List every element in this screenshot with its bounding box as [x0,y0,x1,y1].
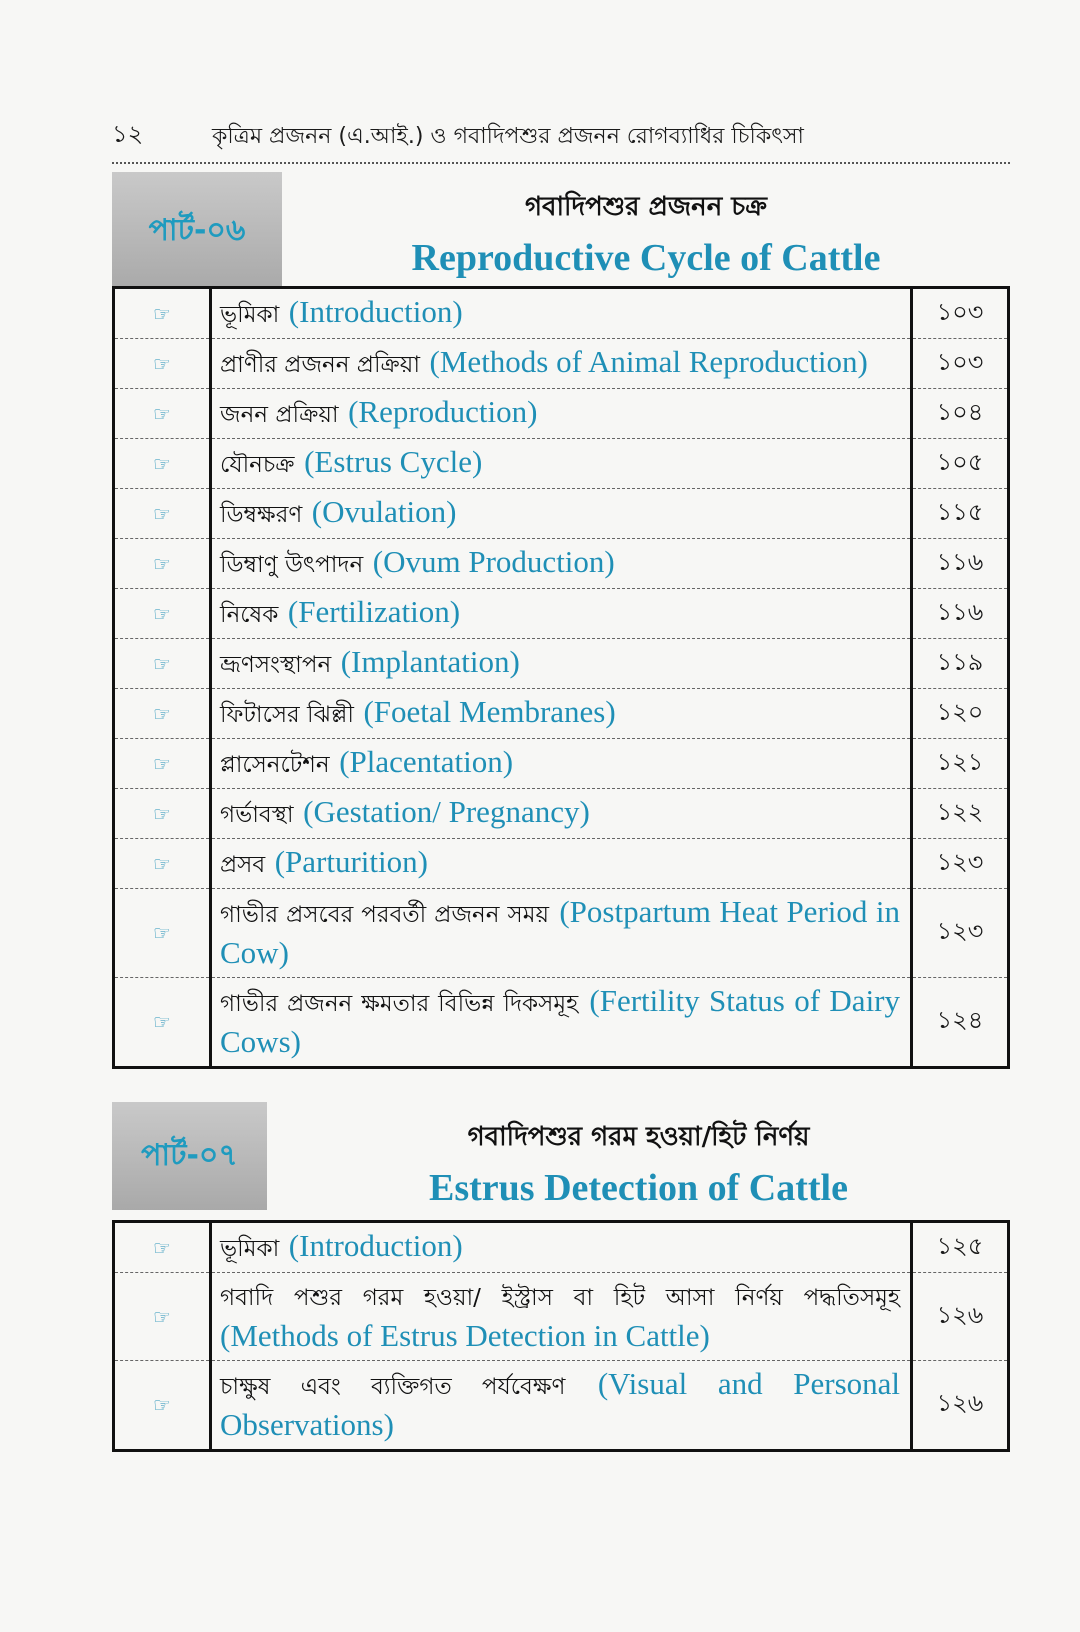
toc-row [114,439,1009,489]
pointing-hand-icon [114,288,211,339]
toc-row [114,689,1009,739]
toc-row [114,1273,1009,1361]
toc-entry-bengali: গাভীর প্রজনন ক্ষমতার বিভিন্ন দিকসমূহ [220,991,579,1017]
toc-entry-text [211,589,912,639]
toc-entry-english: (Methods of Estrus Detection in Cattle) [220,1318,710,1353]
toc-entry-english: (Methods of Animal Reproduction) [429,344,868,379]
running-header [112,118,1010,164]
pointing-hand-glyph: ☞ [153,751,171,776]
toc-entry-english: (Visual and Personal Observations) [220,1366,901,1442]
toc-page-number: ১১৬ [912,539,1009,589]
toc-entry-bengali: যৌনচক্র [220,452,295,478]
pointing-hand-icon [114,739,211,789]
toc-entry-bengali: প্লাসেনটেশন [220,752,330,778]
pointing-hand-glyph: ☞ [153,921,171,945]
toc-page-number: ১২১ [912,739,1009,789]
toc-entry-text [211,889,912,978]
toc-page-number: ১০৩ [912,288,1009,339]
toc-entry-english: (Introduction) [288,294,463,329]
toc-entry-text [211,1273,912,1361]
toc-entry-text [211,639,912,689]
page-number: ১২ [112,120,144,148]
toc-page-number: ১২৬ [912,1361,1009,1451]
toc-entry-text [211,689,912,739]
toc-entry-bengali: ডিম্বাণু উৎপাদন [220,552,364,578]
pointing-hand-glyph: ☞ [153,851,171,876]
toc-page-number: ১২৬ [912,1273,1009,1361]
part-06-tab [112,172,282,290]
pointing-hand-glyph: ☞ [153,601,171,626]
toc-entry-text [211,739,912,789]
toc-entry-bengali: গবাদি পশুর গরম হওয়া/ ইস্ট্রাস বা হিট আসা নির্ণয় পদ্ধতিসমূহ [220,1285,900,1311]
pointing-hand-icon [114,439,211,489]
toc-entry-bengali: প্রাণীর প্রজনন প্রক্রিয়া [220,352,420,378]
pointing-hand-icon [114,789,211,839]
pointing-hand-glyph: ☞ [153,1010,171,1034]
pointing-hand-icon [114,1361,211,1451]
toc-entry-text [211,1222,912,1273]
toc-entry-bengali: চাক্ষুষ এবং ব্যক্তিগত পর্যবেক্ষণ [220,1374,566,1400]
toc-entry-bengali: ভূমিকা [220,1236,280,1262]
toc-entry-english: (Foetal Membranes) [363,694,616,729]
toc-row [114,539,1009,589]
toc-entry-english: (Fertility Status of Dairy Cows) [220,983,901,1059]
pointing-hand-glyph: ☞ [153,801,171,826]
toc-entry-english: (Gestation/ Pregnancy) [303,794,590,829]
pointing-hand-glyph: ☞ [153,301,171,326]
toc-page-number: ১২৫ [912,1222,1009,1273]
toc-row [114,489,1009,539]
toc-page-number: ১১৯ [912,639,1009,689]
toc-entry-text [211,389,912,439]
toc-entry-bengali: জনন প্রক্রিয়া [220,402,339,428]
book-title: কৃত্রিম প্রজনন (এ.আই.) ও গবাদিপশুর প্রজনন রোগব্যাধির চিকিৎসা [212,124,804,149]
toc-entry-bengali: ফিটাসের ঝিল্লী [220,702,354,728]
part-07-title-english: Estrus Detection of Cattle [429,1167,848,1209]
pointing-hand-glyph: ☞ [153,451,171,476]
pointing-hand-glyph: ☞ [153,1304,171,1329]
toc-row [114,889,1009,978]
toc-page-number: ১২০ [912,689,1009,739]
toc-row [114,589,1009,639]
pointing-hand-icon [114,339,211,389]
part-07-title-bengali: গবাদিপশুর গরম হওয়া/হিট নির্ণয় [467,1122,810,1152]
toc-page-number: ১০৫ [912,439,1009,489]
toc-page-number: ১১৬ [912,589,1009,639]
toc-entry-english: (Ovulation) [311,494,457,529]
toc-row [114,288,1009,339]
toc-entry-bengali: গর্ভাবস্থা [220,802,294,828]
toc-entry-text [211,288,912,339]
toc-row [114,839,1009,889]
part-07-label: পার্ট-০৭ [141,1137,238,1173]
toc-row [114,789,1009,839]
part-06-rows [114,288,1009,1068]
toc-entry-text [211,789,912,839]
pointing-hand-icon [114,889,211,978]
pointing-hand-icon [114,1273,211,1361]
pointing-hand-glyph: ☞ [153,701,171,726]
toc-page-number: ১২২ [912,789,1009,839]
toc-row [114,339,1009,389]
part-07-contents-table [112,1220,1010,1452]
toc-row [114,1361,1009,1451]
part-06-title-english: Reproductive Cycle of Cattle [411,237,881,279]
part-07-rows [114,1222,1009,1451]
toc-entry-text [211,839,912,889]
pointing-hand-icon [114,1222,211,1273]
pointing-hand-glyph: ☞ [153,551,171,576]
pointing-hand-icon [114,978,211,1068]
part-07-heading [267,1102,1010,1210]
toc-entry-english: (Reproduction) [348,394,538,429]
pointing-hand-glyph: ☞ [153,401,171,426]
pointing-hand-icon [114,639,211,689]
toc-page-number: ১২৩ [912,889,1009,978]
toc-entry-text [211,439,912,489]
part-06-contents-table [112,286,1010,1069]
toc-entry-bengali: গাভীর প্রসবের পরবর্তী প্রজনন সময় [220,902,550,928]
toc-row [114,739,1009,789]
pointing-hand-glyph: ☞ [153,651,171,676]
pointing-hand-icon [114,689,211,739]
toc-entry-text [211,539,912,589]
pointing-hand-glyph: ☞ [153,1393,171,1417]
toc-entry-text [211,489,912,539]
toc-entry-english: (Fertilization) [287,594,461,629]
toc-entry-english: (Implantation) [340,644,520,679]
pointing-hand-icon [114,589,211,639]
toc-page-number: ১২৩ [912,839,1009,889]
toc-entry-english: (Placentation) [339,744,514,779]
toc-entry-english: (Estrus Cycle) [304,444,483,479]
pointing-hand-glyph: ☞ [153,351,171,376]
toc-row [114,389,1009,439]
pointing-hand-glyph: ☞ [153,1235,171,1260]
part-06-title-bengali: গবাদিপশুর প্রজনন চক্র [524,192,768,222]
toc-entry-bengali: নিষেক [220,602,279,628]
toc-page-number: ১০৩ [912,339,1009,389]
pointing-hand-glyph: ☞ [153,501,171,526]
toc-entry-bengali: ভ্রূণসংস্থাপন [220,652,332,678]
toc-entry-text [211,978,912,1068]
pointing-hand-icon [114,539,211,589]
toc-row [114,1222,1009,1273]
toc-entry-bengali: ভূমিকা [220,302,280,328]
toc-row [114,639,1009,689]
pointing-hand-icon [114,389,211,439]
toc-page-number: ১২৪ [912,978,1009,1068]
toc-entry-bengali: ডিম্বক্ষরণ [220,502,303,528]
part-07-tab [112,1102,267,1210]
toc-entry-bengali: প্রসব [220,852,266,878]
toc-entry-text [211,339,912,389]
toc-entry-english: (Parturition) [274,844,428,879]
pointing-hand-icon [114,489,211,539]
toc-row [114,978,1009,1068]
toc-entry-english: (Introduction) [288,1228,463,1263]
toc-page-number: ১০৪ [912,389,1009,439]
toc-entry-text [211,1361,912,1451]
toc-entry-english: (Ovum Production) [372,544,615,579]
part-06-heading [282,172,1010,290]
toc-entry-english: (Postpartum Heat Period in Cow) [220,894,900,970]
part-06-label: পার্ট-০৬ [148,212,246,248]
toc-page-number: ১১৫ [912,489,1009,539]
pointing-hand-icon [114,839,211,889]
